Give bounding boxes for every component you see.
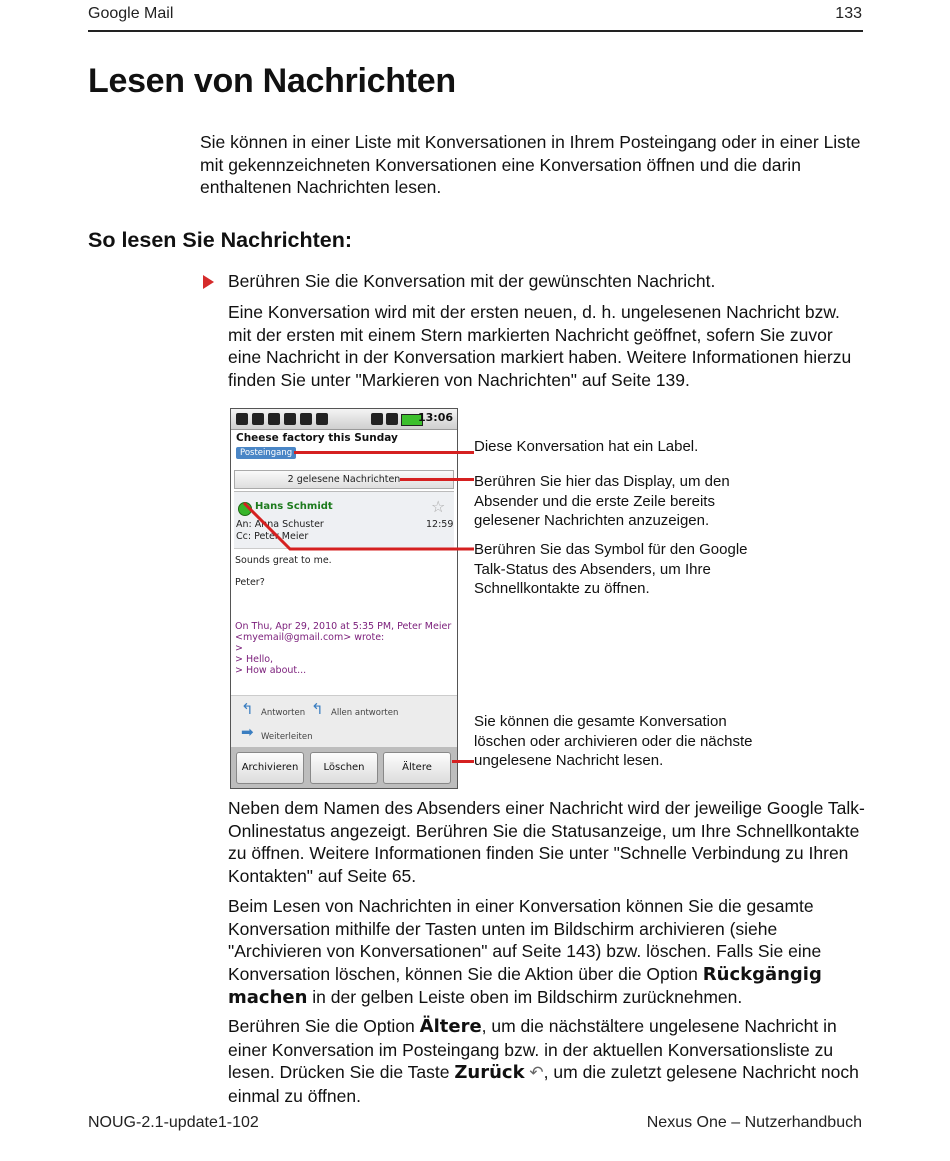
older-option-label: Ältere bbox=[419, 1016, 482, 1037]
callout-line-buttons bbox=[452, 760, 474, 763]
paragraph-text: Berühren Sie die Option bbox=[228, 1016, 420, 1036]
callout-line-read-bar bbox=[400, 478, 474, 481]
archive-button[interactable]: Archivieren bbox=[236, 752, 304, 784]
callout-label: Diese Konversation hat ein Label. bbox=[474, 438, 699, 455]
paragraph-status: Neben dem Namen des Absenders einer Nachricht wird der jeweilige Google Talk-Onlinestatus angezeigt. Berühren Sie die Statusanzeige, um Ihre Schnellkontakte zu öffnen. Weitere Informationen finden Sie unter "Schnelle Verbindung zu Ihren Kontakten" auf Seite 65. bbox=[228, 798, 865, 886]
undo-option-label: Rückgängig machen bbox=[228, 963, 822, 1008]
sim-icon bbox=[371, 413, 383, 425]
message-body-line: Peter? bbox=[235, 577, 265, 588]
recipient-cc: Cc: Peter Meier bbox=[236, 531, 309, 542]
read-messages-bar[interactable]: 2 gelesene Nachrichten bbox=[234, 470, 454, 489]
paragraph-text: in der gelben Leiste oben im Bildschirm zurücknehmen. bbox=[307, 987, 743, 1007]
back-key-label: Zurück bbox=[454, 1062, 525, 1083]
conversation-subject: Cheese factory this Sunday bbox=[236, 432, 398, 444]
footer-doc-id: NOUG-2.1-update1-102 bbox=[88, 1114, 259, 1131]
footer-manual-title: Nexus One – Nutzerhandbuch bbox=[646, 1114, 862, 1131]
paragraph-older bbox=[228, 1015, 868, 1107]
step-instruction: Berühren Sie die Konversation mit der gewünschten Nachricht. bbox=[228, 271, 716, 291]
reply-all-icon[interactable]: ↰ bbox=[311, 700, 324, 718]
older-button[interactable]: Ältere bbox=[383, 752, 451, 784]
intro-paragraph: Sie können in einer Liste mit Konversationen in Ihrem Posteingang oder in einer Liste mit gekennzeichneten Konversationen eine Konversation öffnen und die darin enthaltenen Nachrichten lesen. bbox=[200, 132, 861, 197]
header-rule bbox=[88, 30, 863, 32]
message-body-line: Sounds great to me. bbox=[235, 555, 332, 566]
voicemail-icon bbox=[252, 413, 264, 425]
reply-label[interactable]: Antworten bbox=[261, 708, 306, 718]
quoted-line: > How about... bbox=[235, 665, 307, 676]
paragraph-text: Beim Lesen von Nachrichten in einer Konversation können Sie die gesamte Konversation mithilfe der Tasten unten im Bildschirm archivieren (siehe "Archivieren von Konversationen" auf Seite 143) bzw. löschen. Falls Sie eine Konversation löschen, können Sie die Aktion über die Option bbox=[228, 896, 822, 984]
bottom-button-bar bbox=[231, 747, 457, 788]
callout-line-status bbox=[230, 495, 480, 555]
notification-icon bbox=[236, 413, 248, 425]
email-icon bbox=[284, 413, 296, 425]
quoted-line: > bbox=[235, 643, 243, 654]
page-title: Lesen von Nachrichten bbox=[88, 62, 456, 100]
status-bar bbox=[231, 409, 457, 430]
page-number: 133 bbox=[835, 5, 862, 22]
running-header-section: Google Mail bbox=[88, 5, 174, 22]
quoted-line: On Thu, Apr 29, 2010 at 5:35 PM, Peter Meier bbox=[235, 621, 452, 632]
forward-label[interactable]: Weiterleiten bbox=[261, 732, 313, 742]
paragraph-text: , um die nächstältere ungelesene Nachricht in einer Konversation im Posteingang bzw. in der aktuellen Konversationsliste zu lesen. Drücken Sie die Taste bbox=[228, 1016, 837, 1082]
back-arrow-icon: ↶ bbox=[529, 1063, 544, 1082]
quoted-line: > Hello, bbox=[235, 654, 274, 665]
forward-icon[interactable]: ➡ bbox=[241, 723, 254, 741]
callout-read-messages: Berühren Sie hier das Display, um den Absender und die erste Zeile bereits gelesener Nachrichten anzuzeigen. bbox=[474, 473, 730, 529]
delete-button[interactable]: Löschen bbox=[310, 752, 378, 784]
quoted-line: <myemail@gmail.com> wrote: bbox=[235, 632, 385, 643]
message-time: 12:59 bbox=[426, 519, 454, 530]
signal-icon bbox=[386, 413, 398, 425]
missed-call-icon bbox=[268, 413, 280, 425]
callout-buttons: Sie können die gesamte Konversation löschen oder archivieren oder die nächste ungelesene Nachricht lesen. bbox=[474, 713, 753, 769]
paragraph-archive-delete bbox=[228, 895, 868, 1010]
reply-icon[interactable]: ↰ bbox=[241, 700, 254, 718]
callout-talk-status: Berühren Sie das Symbol für den Google Talk-Status des Absenders, um Ihre Schnellkontakte zu öffnen. bbox=[474, 541, 748, 597]
reply-all-label[interactable]: Allen antworten bbox=[331, 708, 399, 718]
recipient-to: An: Anna Schuster bbox=[236, 519, 324, 530]
callout-line-label bbox=[294, 451, 474, 454]
sender-name: Hans Schmidt bbox=[255, 501, 333, 512]
label-badge: Posteingang bbox=[236, 447, 296, 459]
section-heading: So lesen Sie Nachrichten: bbox=[88, 228, 353, 252]
reply-actions-area bbox=[231, 695, 457, 748]
paragraph-text: , um die zuletzt gelesene Nachricht noch einmal zu öffnen. bbox=[228, 1062, 859, 1106]
step-detail-paragraph: Eine Konversation wird mit der ersten neuen, d. h. ungelesenen Nachricht bzw. mit der ersten mit einem Stern markierten Nachricht geöffnet, sofern Sie zuvor eine Nachricht in der Konversation markiert haben. Weitere Informationen hierzu finden Sie unter "Markieren von Nachrichten" auf Seite 139. bbox=[228, 302, 852, 390]
usb-icon bbox=[316, 413, 328, 425]
status-time: 13:06 bbox=[417, 411, 453, 424]
bullet-arrow-icon bbox=[203, 275, 214, 289]
star-icon[interactable]: ☆ bbox=[431, 497, 446, 516]
warning-icon bbox=[300, 413, 312, 425]
phone-screenshot bbox=[230, 408, 458, 789]
